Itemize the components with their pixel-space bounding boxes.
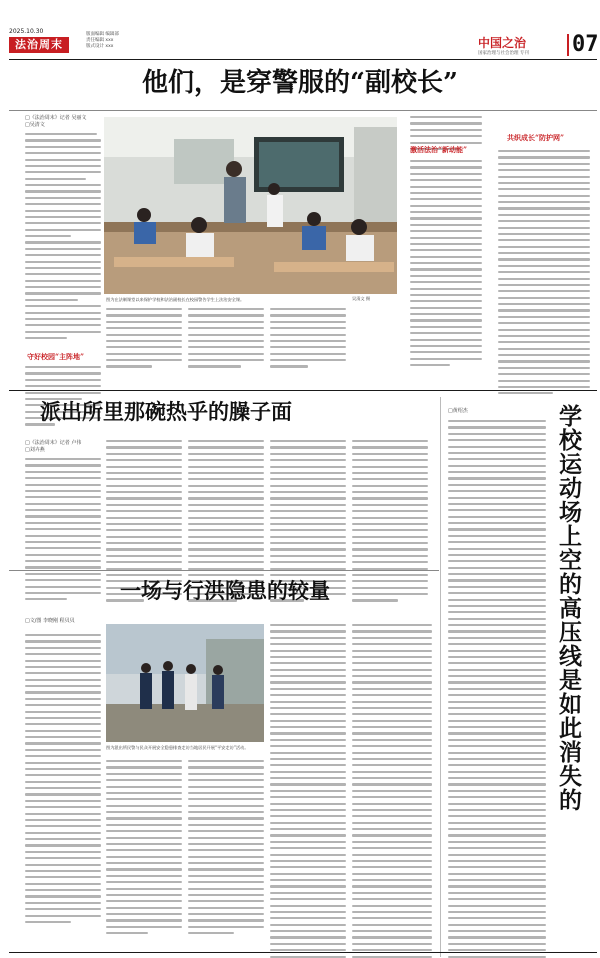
byline-a1 (25, 115, 86, 129)
byline-a4: □文/图 李晓刚 程贝贝 (25, 618, 75, 624)
byline-line: □吴清文 (25, 122, 45, 128)
article-text-a4-col3 (188, 760, 264, 934)
section-rule-1 (9, 390, 597, 391)
headline-noodles: 派出所里那碗热乎的臊子面 (40, 399, 292, 424)
column-divider (440, 397, 441, 957)
masthead-meta (86, 32, 119, 50)
section-name: 中国之治 (478, 36, 527, 50)
page-bottom-rule (9, 952, 597, 953)
subhead-protection-net: 共织成长“防护网” (507, 133, 565, 142)
byline-a3: □黄绍杰 (448, 408, 468, 414)
meta-line: 版式设计 xxx (86, 44, 114, 49)
article-text-a4-col5 (352, 624, 432, 958)
police-photo (106, 624, 264, 742)
headline-vice-principal: 他们，是穿警服的“副校长” (142, 68, 458, 98)
page-number: 07 (572, 32, 599, 57)
article-text-a1-col3 (188, 308, 264, 368)
meta-line: 版面编辑 编辑部 (86, 32, 119, 37)
headline-rule (9, 110, 597, 111)
article-text-a1-col2 (106, 308, 182, 368)
section-subtitle: 国家治理与社会治理 专刊 (478, 51, 529, 56)
classroom-photo (104, 117, 397, 294)
photo-caption-a4: 图为派出所民警与民众开展安全隐患排查走访当地居民开展“平安走访”活动。 (106, 745, 249, 750)
article-text-a4-col1 (25, 634, 101, 923)
article-text-a1-col4 (270, 308, 346, 368)
photo-credit-a1: 吴清文 摄 (352, 296, 371, 301)
article-text-a3 (448, 420, 546, 958)
classroom-photo-svg (104, 117, 397, 294)
article-text-a1-col6 (498, 150, 590, 394)
article-text-a1-col5b (410, 160, 482, 366)
byline-a2 (25, 440, 81, 454)
paper-name: 法治周末 (9, 37, 69, 53)
subhead-guard-campus: 守好校园“主阵地” (27, 352, 85, 361)
headline-flood: 一场与行洪隐患的较量 (120, 578, 330, 603)
photo-caption-a1: 图为在法制课堂以来保护学校和法治副校长在校园警告学生上法治安全课。 (106, 297, 245, 302)
masthead-rule (9, 59, 597, 60)
headline-power-lines: 学校运动场上空的高压线是如此消失的 (555, 404, 582, 812)
subhead-legal-momentum: 激活法治“新动能” (410, 145, 468, 154)
issue-date: 2025.10.30 (9, 28, 44, 35)
article-text-a4-col2 (106, 760, 182, 934)
byline-line: □《法治周末》记者 吴丽文 (25, 115, 87, 121)
article-text-a1-col1 (25, 133, 101, 339)
article-text-a4-col4 (270, 624, 346, 958)
masthead-red-bar (567, 34, 569, 56)
police-photo-svg (106, 624, 264, 742)
meta-line: 责任编辑 xxx (86, 38, 114, 43)
byline-line: □刘卉燕 (25, 447, 45, 453)
section-rule-2 (9, 570, 439, 571)
byline-line: □《法治周末》记者 卢伟 (25, 440, 82, 446)
